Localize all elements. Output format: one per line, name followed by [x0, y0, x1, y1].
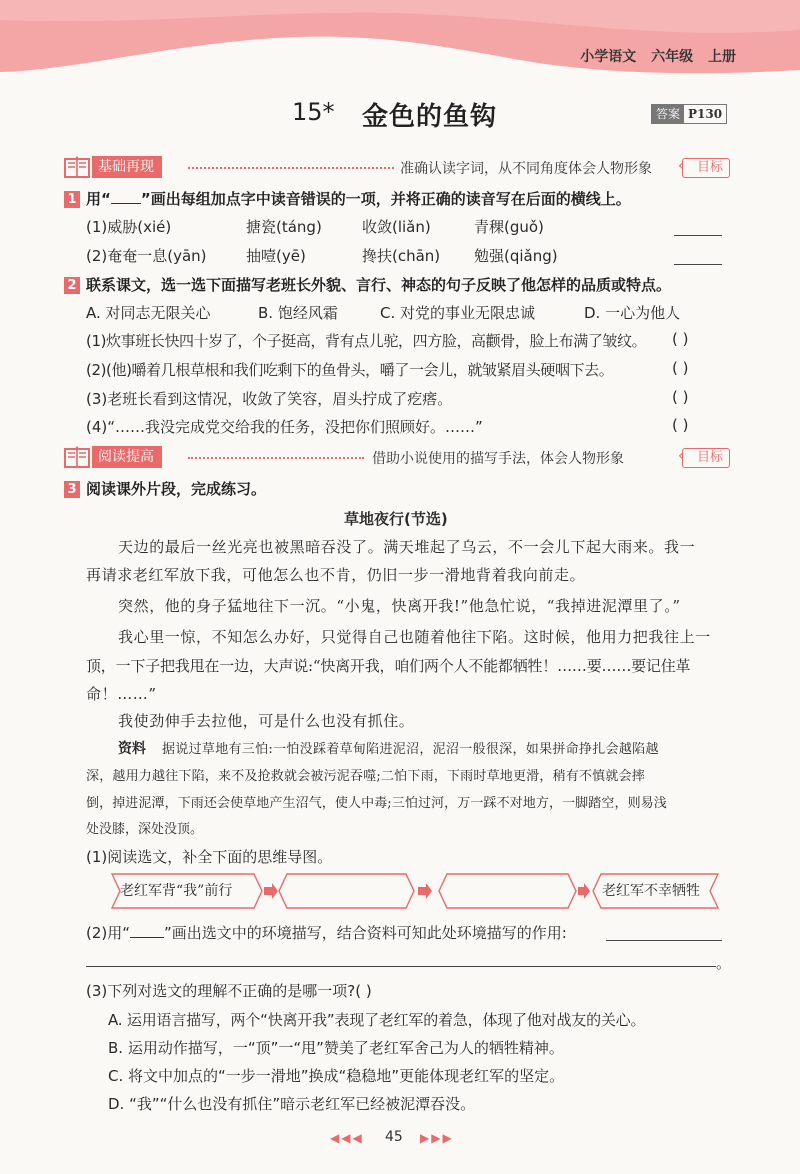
book-icon	[64, 446, 90, 468]
q2-item-1: (1)炊事班长快四十岁了，个子挺高，背有点儿驼，四方脸，高颧骨，脸上布满了皱纹。	[86, 332, 647, 350]
q1-prompt-b: ”画出每组加点字中读音错误的一项，并将正确的读音写在后面的横线上。	[140, 190, 631, 208]
section-divider	[188, 167, 394, 169]
page-number: 45	[385, 1129, 403, 1145]
reference-line-d: 处没膝，深处没顶。	[86, 822, 204, 837]
underline-sample	[130, 923, 164, 938]
q1-answer-line-2[interactable]	[674, 264, 722, 265]
section-divider	[188, 457, 364, 459]
q1-prompt-a: 用“	[86, 190, 111, 208]
underline-sample	[111, 189, 141, 204]
mindmap-node-1: 老红军背“我”前行	[120, 883, 233, 899]
passage-p1b: 再请求老红军放下我，可他怎么也不肯，仍旧一步一滑地背着我向前走。	[86, 566, 586, 584]
q2-answer-1[interactable]: ( )	[672, 330, 689, 348]
page-title: 金色的鱼钩	[362, 102, 498, 132]
reference-line-c: 倒，掉进泥潭，下雨还会使草地产生沼气，使人中毒;三怕过河，万一踩不对地方，一脚踏空，则易浅	[86, 796, 667, 811]
q2-option-d: D. 一心为他人	[584, 304, 681, 322]
volume: 上册	[708, 49, 736, 65]
q3-sub2-answer-line-2[interactable]	[86, 966, 716, 967]
passage-p3c: 命！……”	[86, 685, 157, 703]
q1-answer-line-1[interactable]	[674, 235, 722, 236]
q3-choice-b: B. 运用动作描写，一“顶”一“甩”赞美了老红军舍己为人的牺牲精神。	[108, 1039, 564, 1057]
section-basic-label: 基础再现	[92, 156, 162, 178]
passage-p2: 突然，他的身子猛地往下一沉。“小鬼，快离开我!”他急忙说，“我掉进泥潭里了。”	[118, 597, 681, 615]
prev-arrows-icon: ◀◀◀	[330, 1131, 364, 1145]
section-reading-label: 阅读提高	[92, 446, 162, 468]
q2-item-3: (3)老班长看到这情况，收敛了笑容，眉头拧成了疙瘩。	[86, 390, 453, 408]
goal-tag: 目标	[682, 158, 730, 178]
mindmap-node-2[interactable]	[290, 874, 404, 908]
book-icon	[64, 156, 90, 178]
reference-line-a: 据说过草地有三怕:一怕没踩着草甸陷进泥沼，泥沼一般很深，如果拼命挣扎会越陷越	[162, 742, 659, 757]
subject-label	[580, 46, 736, 66]
q2-answer-3[interactable]: ( )	[672, 388, 689, 406]
q1-row1-item4: 青稞(guǒ)	[474, 218, 544, 236]
q3-sub2-a: (2)用“	[86, 924, 131, 942]
answer-label: 答案	[652, 105, 684, 123]
passage-title: 草地夜行(节选)	[344, 510, 448, 528]
q1-row2-item1: (2)奄奄一息(yān)	[86, 247, 207, 265]
answer-badge	[651, 104, 727, 124]
q2-option-a: A. 对同志无限关心	[86, 304, 211, 322]
header-wave	[0, 0, 800, 80]
q3-choice-c: C. 将文中加点的“一步一滑地”换成“稳稳地”更能体现老红军的坚定。	[108, 1067, 565, 1085]
goal-arrow-icon: ‹	[678, 158, 684, 174]
reference-label: 资料	[118, 741, 146, 757]
q1-row1-item1: (1)威胁(xié)	[86, 218, 172, 236]
q1-row2-item4: 勉强(qiǎng)	[474, 247, 558, 265]
passage-p1a: 天边的最后一丝光亮也被黑暗吞没了。满天堆起了乌云，不一会儿下起大雨来。我一	[118, 538, 696, 556]
q3-sub2	[86, 922, 567, 943]
mindmap-node-4: 老红军不幸牺牲	[602, 883, 700, 899]
q3-choice-a: A. 运用语言描写，两个“快离开我”表现了老红军的着急，体现了他对战友的关心。	[108, 1011, 646, 1029]
next-arrows-icon: ▶▶▶	[420, 1131, 454, 1145]
goal-arrow-icon: ‹	[678, 448, 684, 464]
grade: 六年级	[651, 49, 694, 65]
passage-p3b: 顶，一下子把我甩在一边，大声说:“快离开我，咱们两个人不能都牺牲！……要……要记住革	[86, 657, 691, 675]
q2-prompt: 联系课文，选一选下面描写老班长外貌、言行、神态的句子反映了他怎样的品质或特点。	[86, 276, 672, 294]
reference-line-b: 深，越用力越往下陷，来不及抢救就会被污泥吞噬;二怕下雨，下雨时草地更滑，稍有不慎就会摔	[86, 769, 645, 784]
mindmap-node-3[interactable]	[450, 874, 564, 908]
q1-row1-item2: 搪瓷(táng)	[246, 218, 322, 236]
q2-item-4: (4)“……我没完成党交给我的任务，没把你们照顾好。……”	[86, 418, 483, 436]
lesson-number: 15*	[292, 98, 335, 126]
question-number-2: 2	[64, 277, 80, 294]
q1-prompt	[86, 188, 631, 209]
q2-option-c: C. 对党的事业无限忠诚	[380, 304, 536, 322]
q1-row2-item2: 抽噎(yē)	[246, 247, 306, 265]
q3-sub2-b: ”画出选文中的环境描写，结合资料可知此处环境描写的作用:	[164, 924, 567, 942]
subject: 小学语文	[580, 49, 637, 65]
q3-sub3: (3)下列对选文的理解不正确的是哪一项?( )	[86, 982, 372, 1000]
section-basic-goal: 准确认读字词，从不同角度体会人物形象	[400, 161, 652, 177]
passage-p3a: 我心里一惊，不知怎么办好，只觉得自己也随着他往下陷。这时候，他用力把我往上一	[118, 628, 711, 646]
q1-row2-item3: 搀扶(chān)	[362, 247, 441, 265]
question-number-3: 3	[64, 481, 80, 498]
passage-p4: 我使劲伸手去拉他，可是什么也没有抓住。	[118, 712, 415, 730]
q3-sub2-end: 。	[716, 954, 732, 972]
q2-option-b: B. 饱经风霜	[258, 304, 338, 322]
q2-item-2: (2)(他)嚼着几根草根和我们吃剩下的鱼骨头，嚼了一会儿，就皱紧眉头硬咽下去。	[86, 361, 614, 379]
question-number-1: 1	[64, 191, 80, 208]
q2-answer-2[interactable]: ( )	[672, 359, 689, 377]
q3-choice-d: D. “我”“什么也没有抓住”暗示老红军已经被泥潭吞没。	[108, 1095, 476, 1113]
q2-answer-4[interactable]: ( )	[672, 416, 689, 434]
section-reading-goal: 借助小说使用的描写手法，体会人物形象	[372, 451, 624, 467]
answer-page: P130	[688, 107, 723, 121]
q1-row1-item3: 收敛(liǎn)	[362, 218, 431, 236]
goal-tag: 目标	[682, 448, 730, 468]
q3-prompt: 阅读课外片段，完成练习。	[86, 480, 267, 498]
q3-sub2-answer-line-1[interactable]	[606, 940, 722, 941]
q3-sub1: (1)阅读选文，补全下面的思维导图。	[86, 848, 333, 866]
